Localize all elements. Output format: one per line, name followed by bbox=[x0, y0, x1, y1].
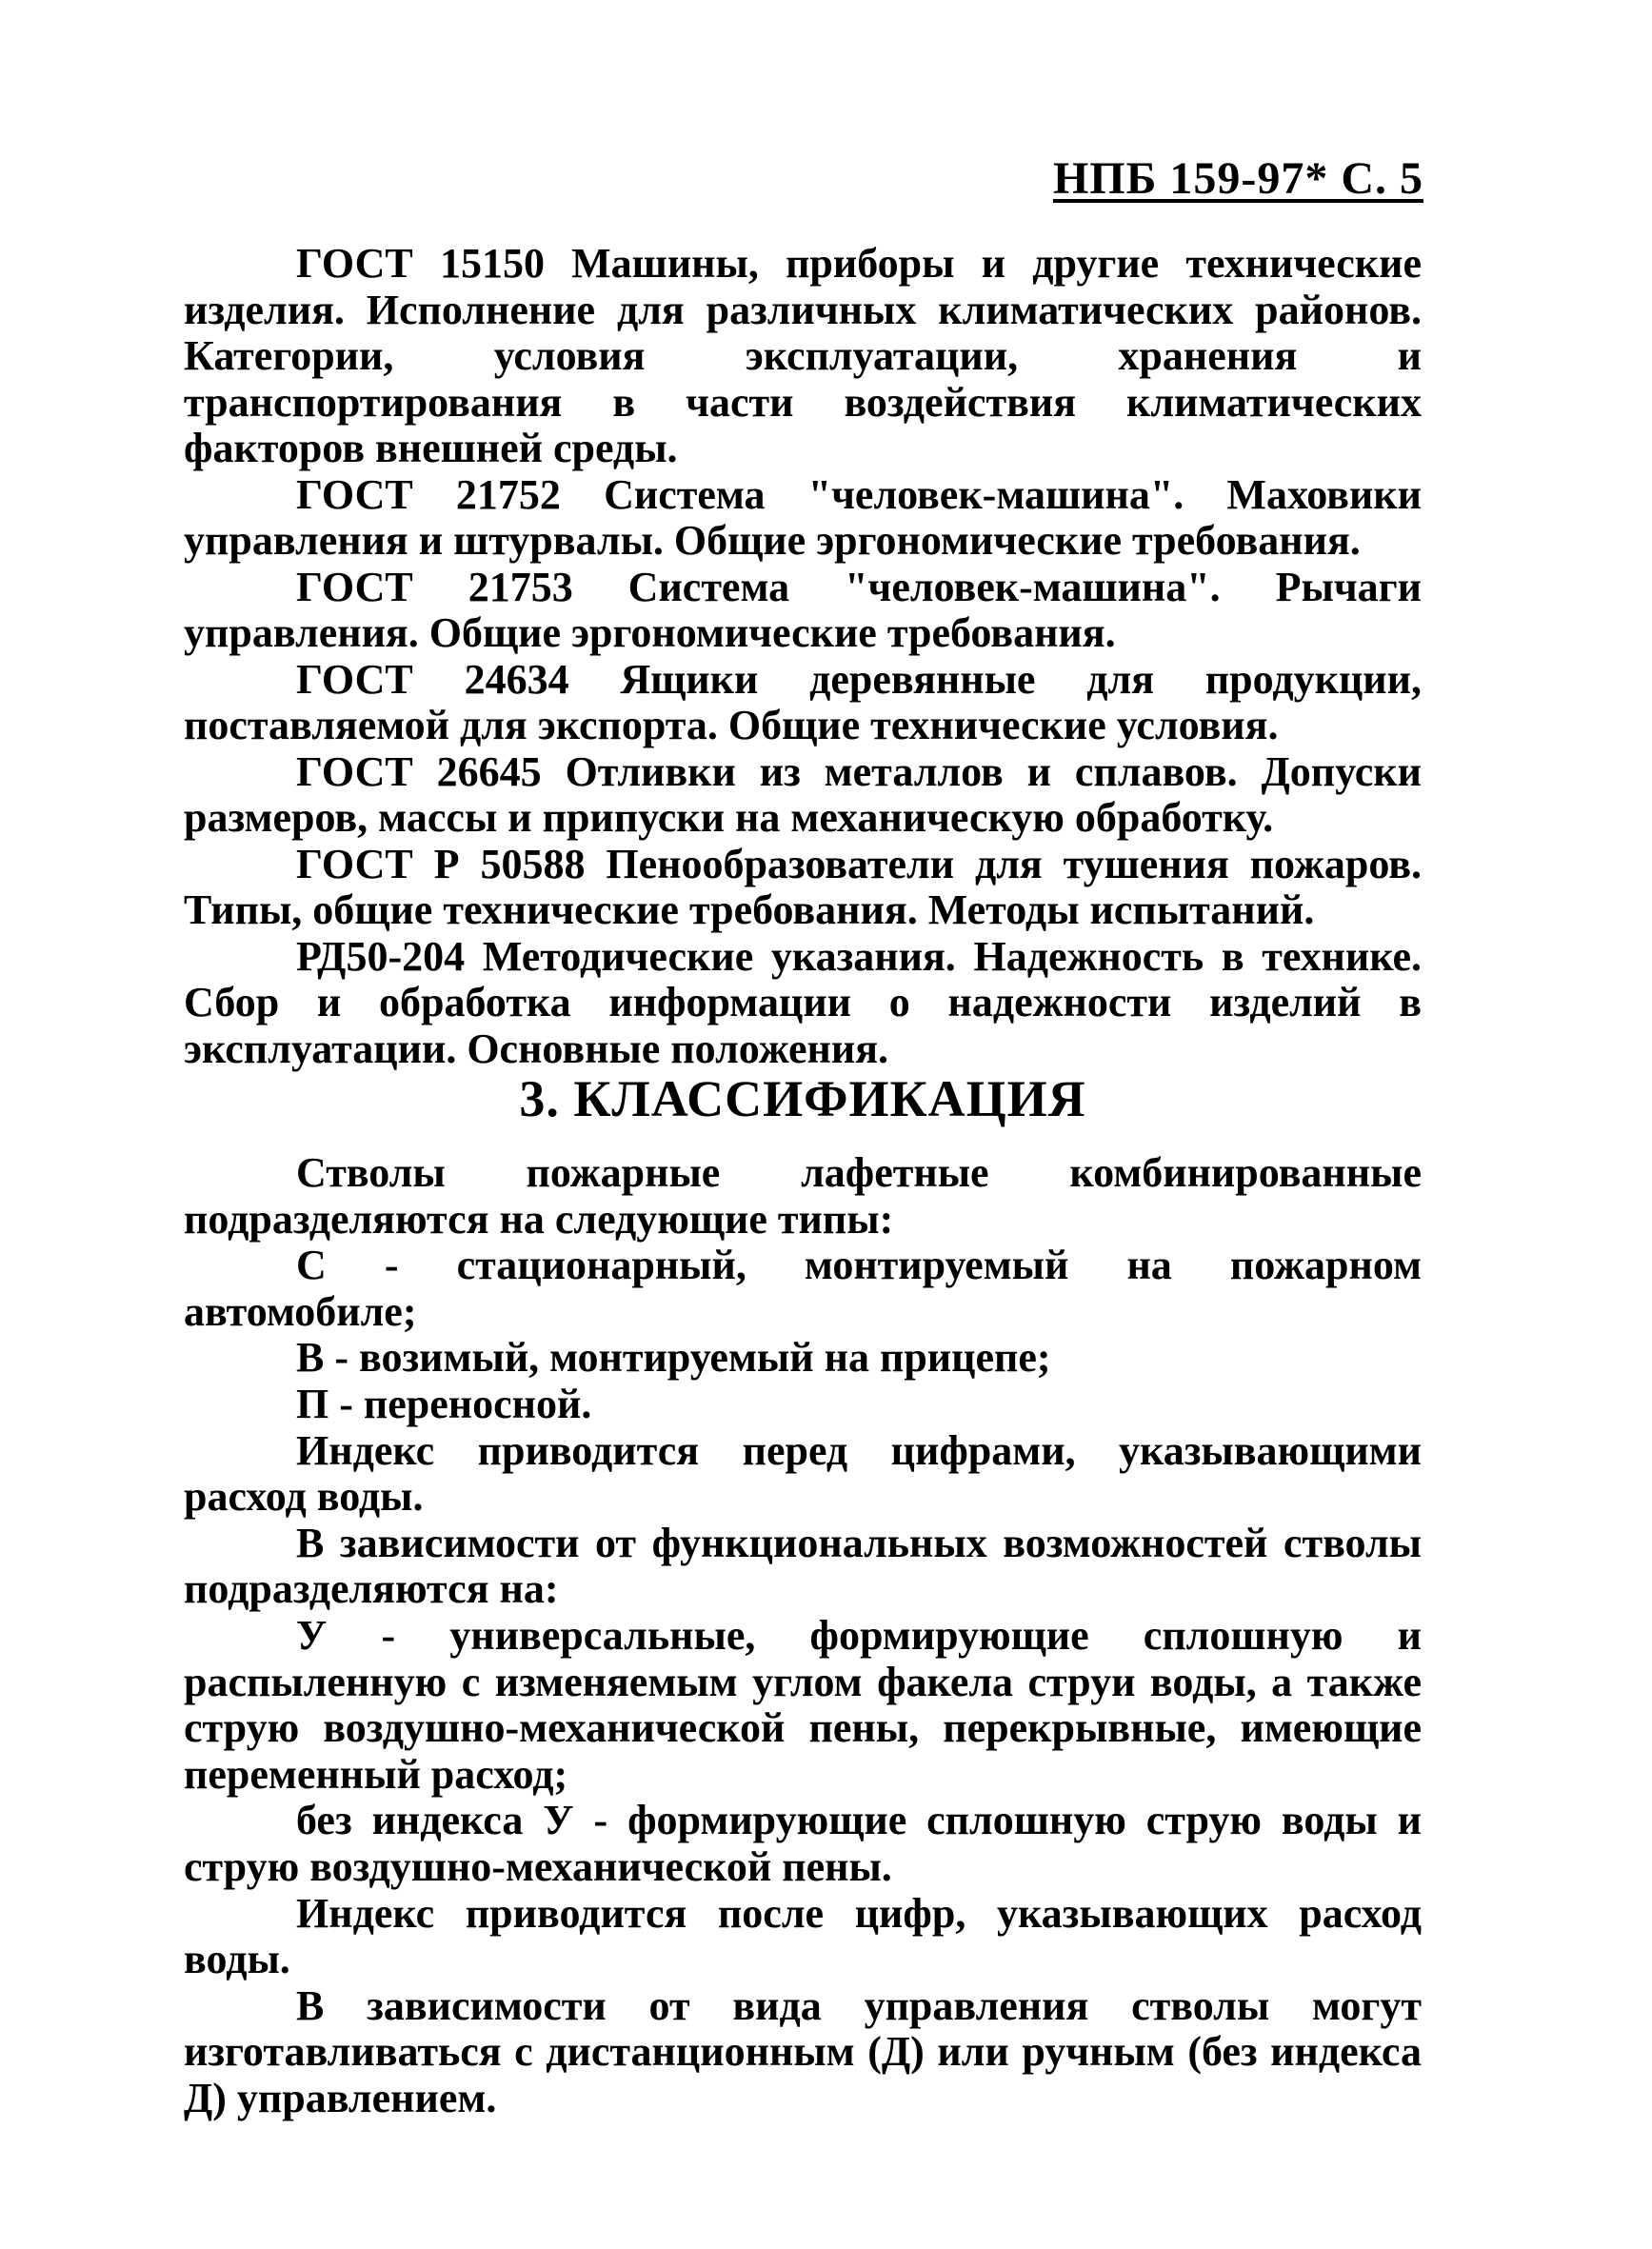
section-paragraph: В - возимый, монтируемый на прицепе; bbox=[296, 1334, 1051, 1382]
reference-item: ГОСТ 21753 Система "человек-машина". Рычаги управления. Общие эргономические требования. bbox=[184, 563, 1422, 656]
section-paragraph: В зависимости от вида управления стволы могут изготавливаться с дистанционным (Д) или ручным (без индекса Д) управлением. bbox=[184, 1981, 1422, 2121]
section-paragraph: Индекс приводится перед цифрами, указывающими расход воды. bbox=[184, 1426, 1422, 1521]
page-header-doc-ref: НПБ 159-97* С. 5 bbox=[1052, 153, 1423, 204]
section-paragraph: Индекс приводится после цифр, указывающих расход воды. bbox=[184, 1889, 1422, 1983]
reference-item: ГОСТ Р 50588 Пенообразователи для тушения пожаров. Типы, общие технические требования. Методы испытаний. bbox=[184, 840, 1422, 933]
reference-item: ГОСТ 24634 Ящики деревянные для продукции, поставляемой для экспорта. Общие технические условия. bbox=[184, 655, 1422, 748]
section-paragraph: У - универсальные, формирующие сплошную и распыленную с изменяемым углом факела струи воды, а также струю воздушно-механической пены, перекрывные, имеющие переменный расход; bbox=[184, 1611, 1422, 1798]
reference-item: ГОСТ 26645 Отливки из металлов и сплавов. Допуски размеров, массы и припуски на механическую обработку. bbox=[184, 747, 1422, 841]
reference-item: ГОСТ 21752 Система "человек-машина". Маховики управления и штурвалы. Общие эргономические требования. bbox=[184, 470, 1422, 564]
section-title: 3. КЛАССИФИКАЦИЯ bbox=[519, 1070, 1086, 1127]
section-paragraph: В зависимости от функциональных возможностей стволы подразделяются на: bbox=[184, 1519, 1422, 1613]
section-paragraph: С - стационарный, монтируемый на пожарном автомобиле; bbox=[184, 1242, 1422, 1335]
classification-section bbox=[184, 1150, 1422, 2121]
section-paragraph: П - переносной. bbox=[296, 1380, 592, 1427]
reference-item: ГОСТ 15150 Машины, приборы и другие технические изделия. Исполнение для различных климатических районов. Категории, условия эксплуатации, хранения и транспортирования в части воздействия климатических факторов внешней среды. bbox=[184, 240, 1422, 471]
section-paragraph: Стволы пожарные лафетные комбинированные подразделяются на следующие типы: bbox=[184, 1149, 1422, 1243]
section-paragraph: без индекса У - формирующие сплошную струю воды и струю воздушно-механической пены. bbox=[184, 1797, 1422, 1890]
reference-item: РД50-204 Методические указания. Надежность в технике. Сбор и обработка информации о надежности изделий в эксплуатации. Основные положения. bbox=[184, 932, 1422, 1072]
normative-references bbox=[184, 241, 1422, 1072]
